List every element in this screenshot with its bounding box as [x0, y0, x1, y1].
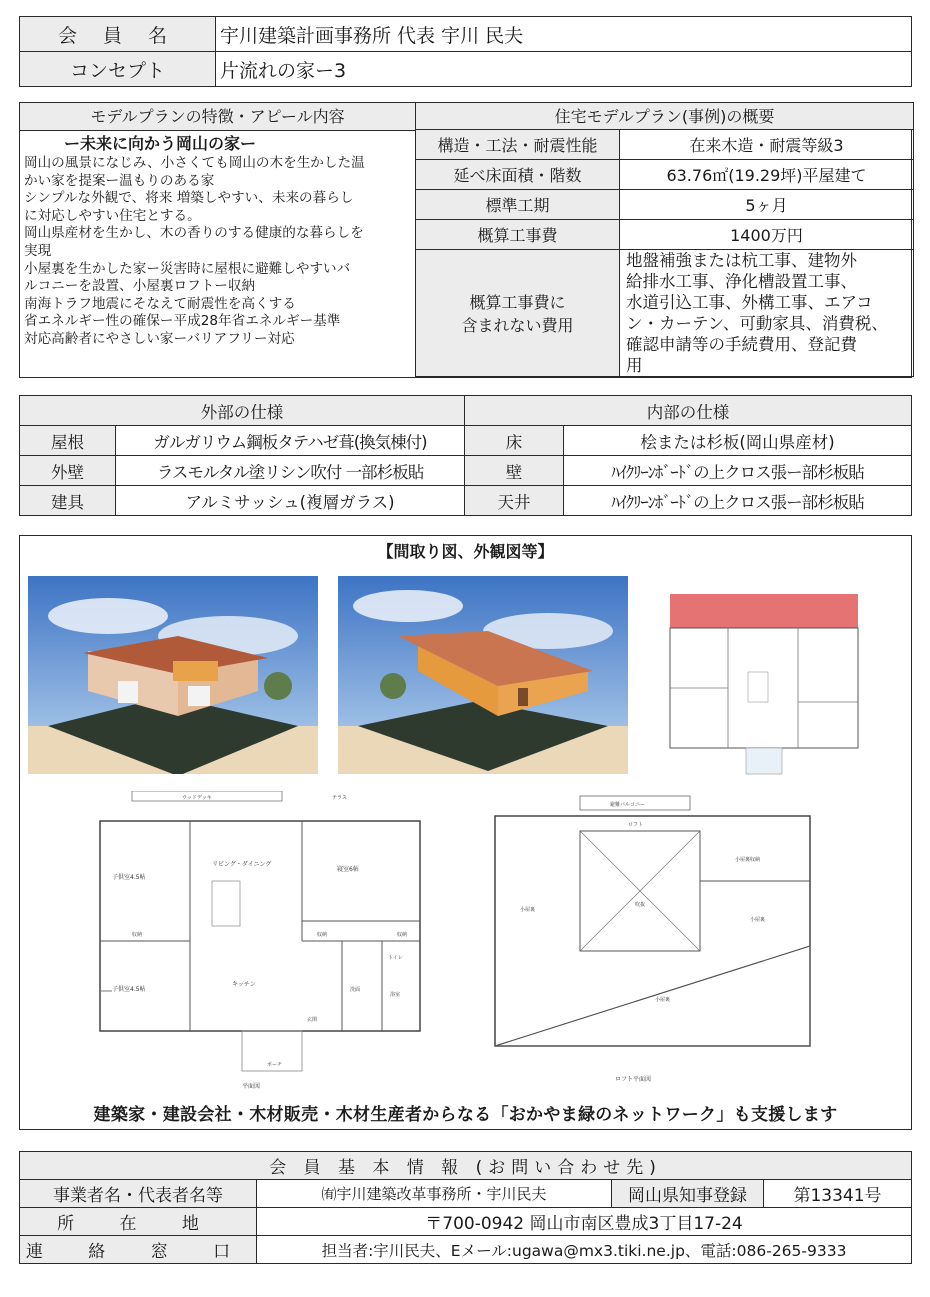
excluded-line: 確認申請等の手続費用、登記費 — [626, 334, 857, 354]
exterior-render-1 — [28, 576, 318, 774]
member-info-table — [19, 1151, 912, 1264]
business-label: 事業者名・代表者名等 — [20, 1180, 257, 1208]
address-label: 所 在 地 — [20, 1208, 257, 1236]
overview-label: 標準工期 — [416, 189, 620, 219]
floor-plan-room-label: 子供室4.5帖 — [112, 986, 146, 993]
spec-label: 屋根 — [20, 426, 116, 456]
drawings-title: 【間取り図、外観図等】 — [377, 542, 554, 561]
exterior-spec-header: 外部の仕様 — [20, 396, 465, 426]
contact-value: 担当者:宇川民夫、Eメール:ugawa@mx3.tiki.ne.jp、電話:086-265-9333 — [257, 1236, 912, 1264]
spec-value: ガルガリウム鋼板タテハゼ葺(換気棟付) — [116, 426, 465, 456]
excluded-line: ン・カーテン、可動家具、消費税、 — [626, 313, 888, 333]
registration-label: 岡山県知事登録 — [612, 1180, 764, 1208]
overview-value: 5ヶ月 — [620, 189, 914, 219]
feature-line: 小屋裏を生かした家ー災害時に屋根に避難しやすいバ — [24, 260, 351, 277]
loft-plan-room-label: 小屋裏 — [655, 997, 671, 1003]
concept-value: 片流れの家ー3 — [216, 52, 912, 87]
spec-label: 壁 — [465, 456, 564, 486]
floor-plan-room-label: 玄関 — [307, 1017, 318, 1023]
feature-line: 南海トラフ地震にそなえて耐震性を高くする — [24, 295, 296, 312]
drawings-section — [19, 535, 912, 1130]
excluded-line: 水道引込工事、外構工事、エアコ — [626, 292, 873, 312]
loft-plan-room-label: 避難バルコニー — [610, 802, 646, 808]
floor-plan-room-label: 収納 — [132, 932, 143, 938]
spec-label: 建具 — [20, 486, 116, 516]
excluded-label-line: 概算工事費に — [469, 292, 566, 312]
feature-line: 実現 — [24, 242, 52, 259]
features-subtitle: ー未来に向かう岡山の家ー — [64, 134, 257, 153]
contact-label: 連 絡 窓 口 — [20, 1236, 257, 1264]
floor-plan-room-label: キッチン — [232, 981, 256, 988]
feature-line: 岡山県産材を生かし、木の香りのする健康的な暮らしを — [24, 225, 364, 242]
floor-plan-room-label: 収納 — [397, 932, 408, 938]
excluded-line: 地盤補強または杭工事、建物外 — [626, 250, 857, 270]
spec-value: ﾊｲｸﾘｰﾝﾎﾞｰﾄﾞの上クロス張ー部杉板貼 — [564, 486, 912, 516]
loft-plan-room-label: 小屋裏 — [750, 917, 766, 923]
floor-plan-label: 平面図 — [242, 1083, 261, 1090]
member-name-label: 会 員 名 — [20, 17, 216, 52]
excluded-costs-value — [620, 249, 914, 376]
spec-value: アルミサッシュ(複層ガラス) — [116, 486, 465, 516]
concept-label: コンセプト — [20, 52, 216, 87]
excluded-label-line: 含まれない費用 — [461, 315, 574, 335]
excluded-line: 給排水工事、浄化槽設置工事、 — [626, 271, 857, 291]
spec-value: ラスモルタル塗リシン吹付 一部杉板貼 — [116, 456, 465, 486]
excluded-line: 用 — [626, 355, 643, 375]
address-value: 〒700-0942 岡山市南区豊成3丁目17-24 — [257, 1208, 912, 1236]
spec-label: 外壁 — [20, 456, 116, 486]
spec-value: ﾊｲｸﾘｰﾝﾎﾞｰﾄﾞの上クロス張ー部杉板貼 — [564, 456, 912, 486]
overview-value: 63.76㎡(19.29坪)平屋建て — [620, 159, 914, 189]
floor-plan-room-label: 浴室 — [390, 992, 401, 998]
loft-plan-room-label: 小屋裏収納 — [735, 857, 761, 863]
floor-plan-room-label: ウッドデッキ — [182, 795, 212, 801]
member-table — [19, 16, 912, 87]
feature-line: 対応高齢者にやさしい家ーバリアフリー対応 — [24, 330, 295, 347]
member-name-value: 宇川建築計画事務所 代表 宇川 民夫 — [216, 17, 912, 52]
floor-plan-room-label: テラス — [332, 795, 347, 801]
floor-plan-room-label: 寝室6帖 — [337, 866, 359, 873]
floor-plan-thumbnail — [668, 592, 860, 777]
spec-table — [19, 395, 912, 516]
spec-label: 床 — [465, 426, 564, 456]
feature-line: ルコニーを設置、小屋裏ロフトー収納 — [24, 278, 256, 295]
loft-plan-room-label: 小屋裏 — [520, 907, 536, 913]
spec-value: 桧または杉板(岡山県産材) — [564, 426, 912, 456]
interior-spec-header: 内部の仕様 — [465, 396, 912, 426]
loft-plan-room-label: ロフト — [628, 822, 644, 828]
loft-plan-label: ロフト平面図 — [615, 1076, 652, 1083]
business-value: ㈲宇川建築改革事務所・宇川民夫 — [257, 1180, 612, 1208]
feature-line: 岡山の風景になじみ、小さくても岡山の木を生かした温 — [24, 155, 365, 171]
exterior-render-2 — [338, 576, 628, 774]
loft-plan — [480, 791, 820, 1091]
overview-label: 概算工事費 — [416, 219, 620, 249]
features-panel — [20, 103, 416, 377]
floor-plan-room-label: 収納 — [317, 932, 328, 938]
feature-line: に対応しやすい住宅とする。 — [24, 207, 201, 224]
feature-line: シンプルな外観で、将来 増築しやすい、未来の暮らし — [24, 190, 354, 207]
registration-value: 第13341号 — [764, 1180, 912, 1208]
floor-plan — [92, 791, 442, 1091]
spec-label: 天井 — [465, 486, 564, 516]
overview-value: 1400万円 — [620, 219, 914, 249]
excluded-costs-label — [416, 249, 620, 376]
network-support-note: 建築家・建設会社・木材販売・木材生産者からなる「おかやま緑のネットワーク」も支援します — [93, 1105, 838, 1125]
floor-plan-room-label: 洗面 — [350, 987, 361, 993]
floor-plan-room-label: ポーチ — [267, 1062, 283, 1068]
feature-line: かい家を提案ー温もりのある家 — [24, 172, 215, 189]
overview-label: 構造・工法・耐震性能 — [416, 129, 620, 159]
features-list — [20, 155, 415, 349]
member-info-header: 会 員 基 本 情 報 (お問い合わせ先) — [20, 1152, 912, 1180]
overview-header: 住宅モデルプラン(事例)の概要 — [416, 102, 914, 129]
features-header: モデルプランの特徴・アピール内容 — [20, 103, 415, 131]
model-plan-section — [19, 102, 912, 378]
floor-plan-room-label: トイレ — [388, 955, 403, 961]
loft-plan-room-label: 吹抜 — [635, 902, 646, 908]
floor-plan-room-label: 子供室4.5帖 — [112, 874, 146, 881]
feature-line: 省エネルギー性の確保ー平成28年省エネルギー基準 — [24, 313, 341, 330]
overview-label: 延べ床面積・階数 — [416, 159, 620, 189]
overview-value: 在来木造・耐震等級3 — [620, 129, 914, 159]
overview-table — [415, 102, 914, 377]
floor-plan-room-label: リビング・ダイニング — [212, 861, 272, 868]
